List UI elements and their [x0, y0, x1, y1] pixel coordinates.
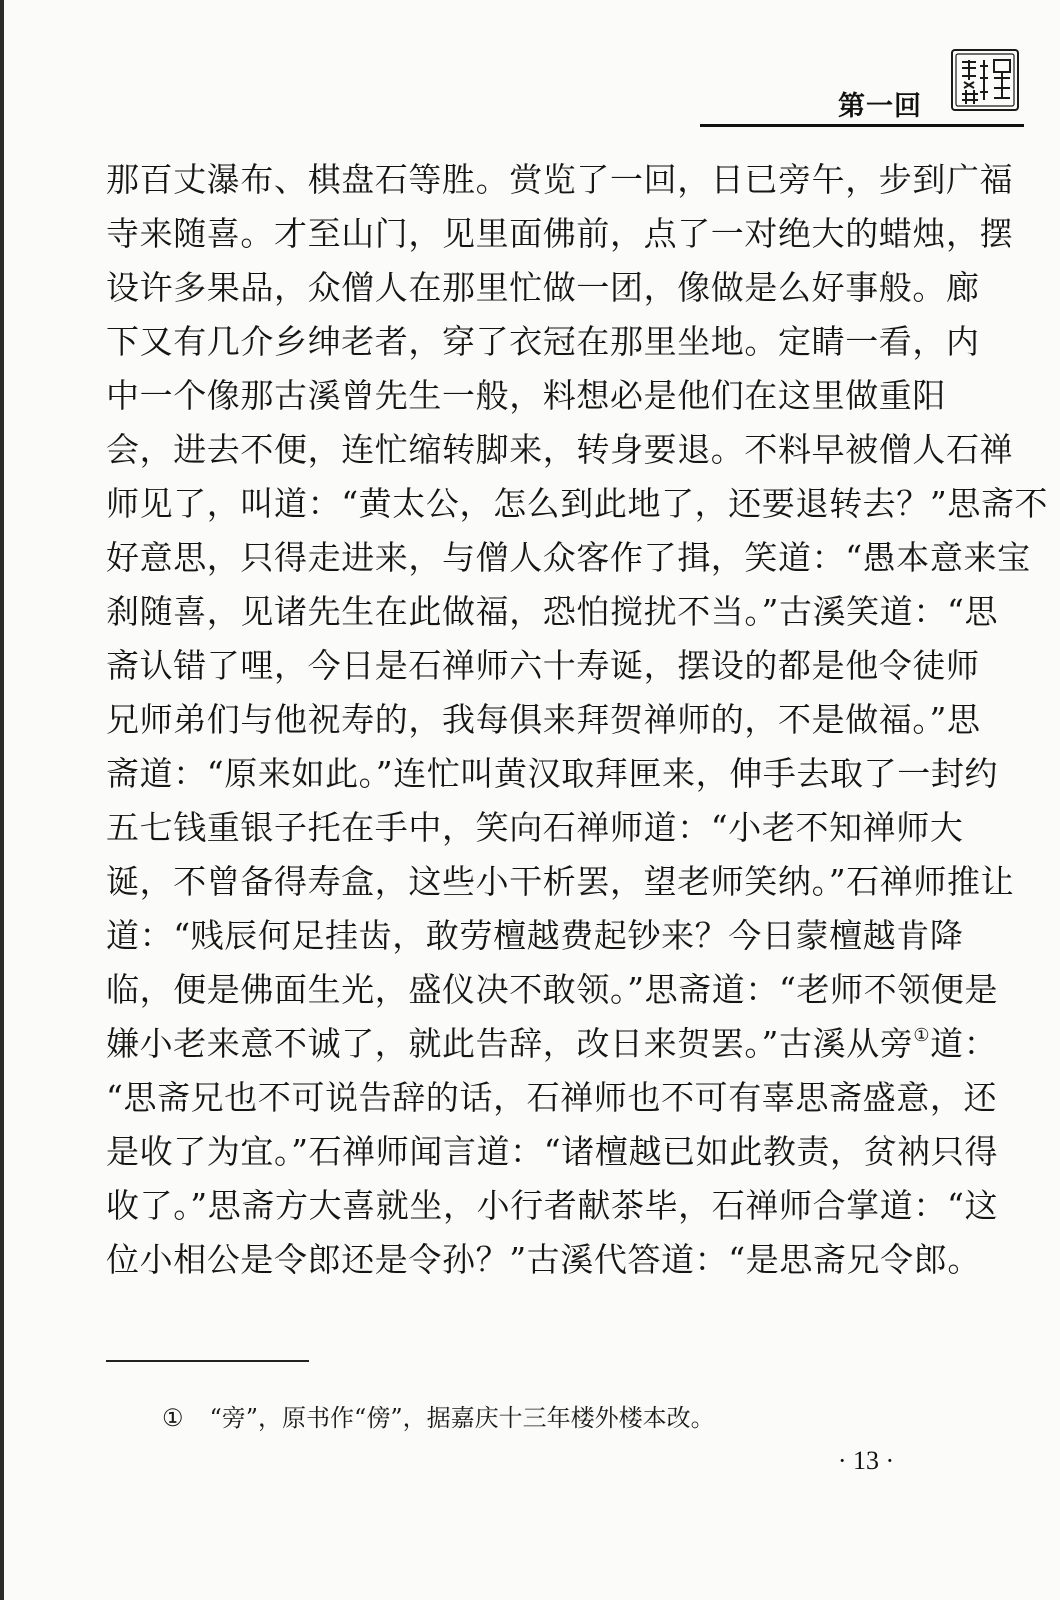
text-line: 道：“贱辰何足挂齿，敢劳檀越费起钞来？今日蒙檀越肯降	[106, 916, 964, 955]
page-number: · 13 ·	[837, 1446, 895, 1475]
footnote	[162, 1398, 715, 1433]
text-line: 是收了为宜。”石禅师闻言道：“诸檀越已如此教责，贫衲只得	[106, 1132, 999, 1171]
text-line: 刹随喜，见诸先生在此做福，恐怕搅扰不当。”古溪笑道：“思	[106, 592, 999, 631]
text-line: 兄师弟们与他祝寿的，我每俱来拜贺禅师的，不是做福。”思	[106, 700, 981, 739]
text-line: 那百丈瀑布、棋盘石等胜。赏览了一回，日已旁午，步到广福	[106, 160, 1014, 199]
footnote-reference[interactable]: ①	[913, 1025, 931, 1046]
text-line: 收了。”思斋方大喜就坐，小行者献茶毕，石禅师合掌道：“这	[106, 1186, 999, 1225]
text-line: 临，便是佛面生光，盛仪决不敢领。”思斋道：“老师不领便是	[106, 970, 999, 1009]
text-line-with-note	[106, 1017, 998, 1071]
footnote-rule	[106, 1360, 309, 1362]
text-line: 下又有几介乡绅老者，穿了衣冠在那里坐地。定睛一看，内	[106, 322, 980, 361]
text-line: 中一个像那古溪曾先生一般，料想必是他们在这里做重阳	[106, 376, 946, 415]
text-line-tail: 道：	[930, 1024, 998, 1063]
page-edge-shadow	[0, 0, 4, 1600]
chapter-header: 第一回	[838, 91, 922, 122]
text-line: 设许多果品，众僧人在那里忙做一团，像做是么好事般。廊	[106, 268, 980, 307]
header-rule	[700, 124, 1024, 127]
text-line: 好意思，只得走进来，与僧人众客作了揖，笑道：“愚本意来宝	[106, 538, 1031, 577]
body-text	[106, 153, 1049, 1287]
text-line: 五七钱重银子托在手中，笑向石禅师道：“小老不知禅师大	[106, 808, 964, 847]
footnote-mark: ①	[162, 1404, 184, 1432]
text-line: 位小相公是令郎还是令孙？”古溪代答道：“是思斋兄令郎。	[106, 1240, 981, 1279]
text-line: 会，进去不便，连忙缩转脚来，转身要退。不料早被僧人石禅	[106, 430, 1014, 469]
text-line: “思斋兄也不可说告辞的话，石禅师也不可有辜思斋盛意，还	[106, 1078, 998, 1117]
text-line: 诞，不曾备得寿盒，这些小干析罢，望老师笑纳。”石禅师推让	[106, 862, 1015, 901]
text-line: 斋认错了哩，今日是石禅师六十寿诞，摆设的都是他令徒师	[106, 646, 980, 685]
text-line: 寺来随喜。才至山门，见里面佛前，点了一对绝大的蜡烛，摆	[106, 214, 1014, 253]
text-line: 斋道：“原来如此。”连忙叫黄汉取拜匣来，伸手去取了一封约	[106, 754, 999, 793]
text-line-head: 嫌小老来意不诚了，就此告辞，改日来贺罢。”古溪从旁	[106, 1024, 914, 1063]
footnote-text: “旁”，原书作“傍”，据嘉庆十三年楼外楼本改。	[209, 1404, 715, 1432]
text-line: 师见了，叫道：“黄太公，怎么到此地了，还要退转去？”思斋不	[106, 484, 1049, 523]
seal-logo-icon	[950, 48, 1020, 112]
